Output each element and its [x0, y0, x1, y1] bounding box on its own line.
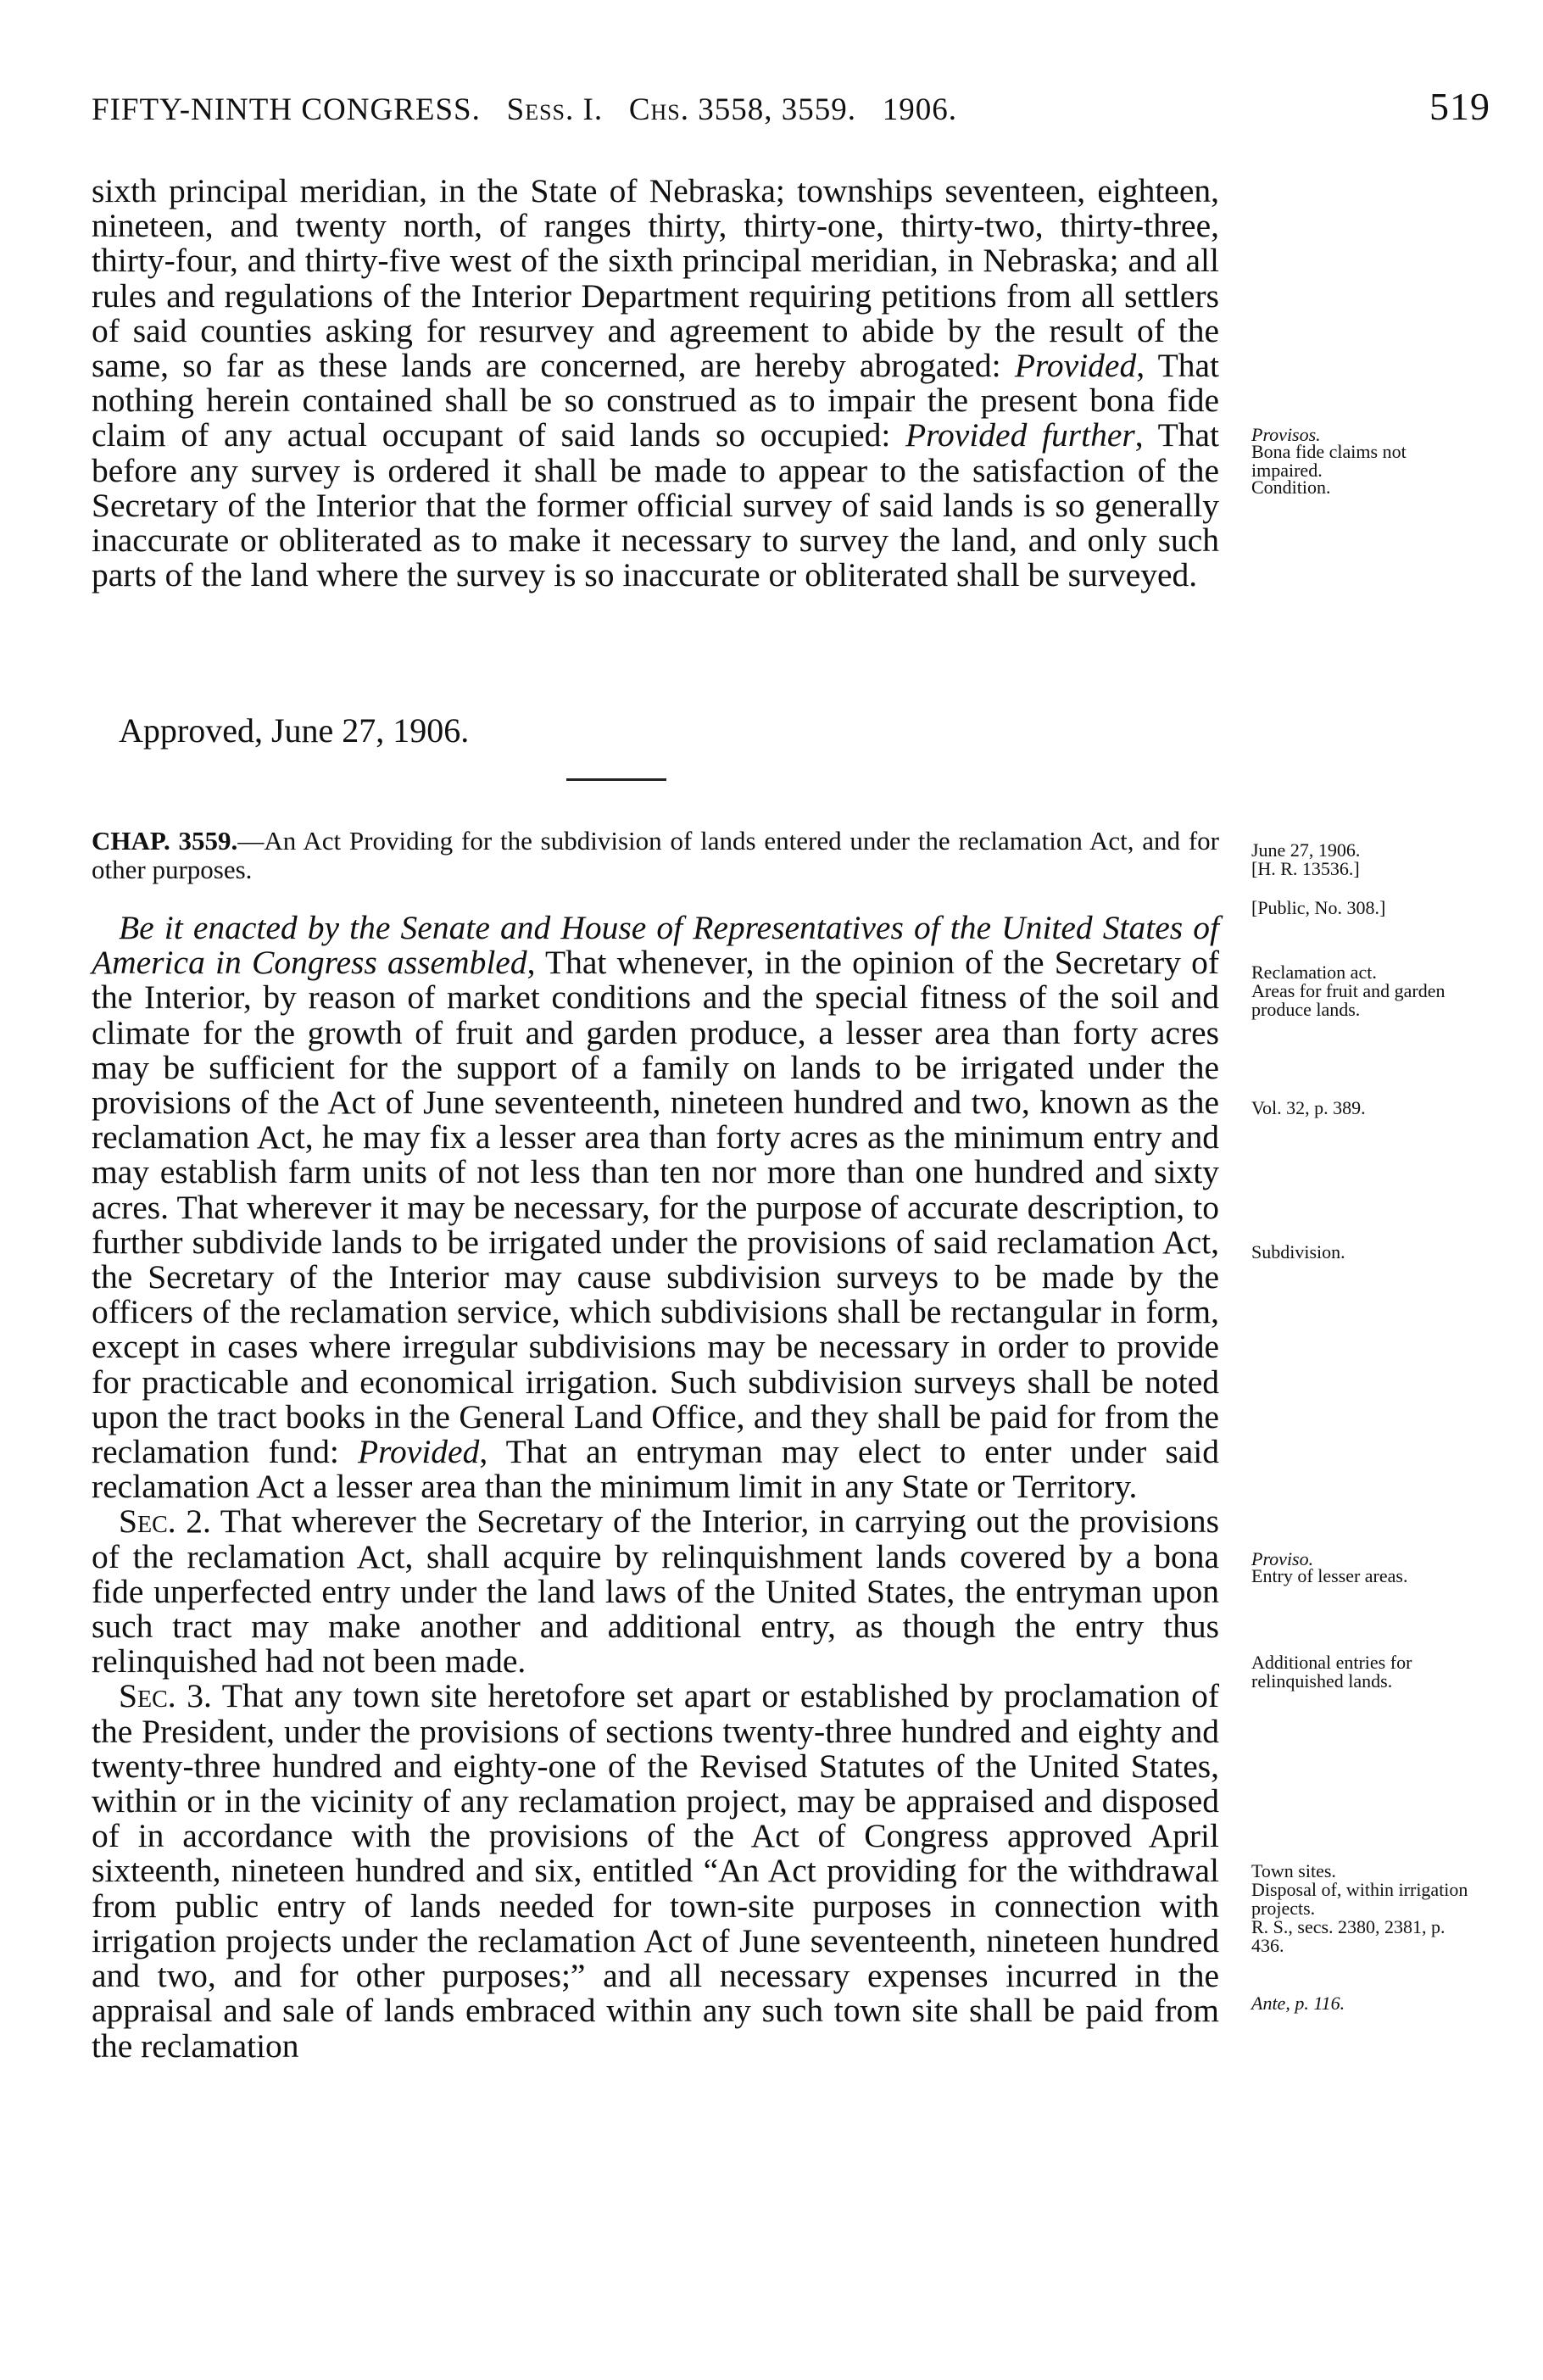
margin-revised-statutes: R. S., secs. 2380, 2381, p. 436. — [1251, 1916, 1446, 1956]
enacting-clause: Be it enacted by the Senate and House of Representatives of the United States of America in Congress assembled — [92, 909, 1219, 982]
text-segment: That any town site heretofore set apart or established by proclamation of the President, under the provisions of sections twenty-three hundred and eighty and twenty-three hundred and eighty-one of the Revised Statutes of the United States, within or in the vicinity of any reclamation project, may be appraised and disposed of in accordance with the provisions of the Act of Congress approved April sixteenth, nineteen hundred and six, entitled “An Act providing for the withdrawal from public entry of lands needed for town-site purposes in connection with irrigation projects under the reclamation Act of June seventeenth, nineteen hundred and two, and for other purposes;” and all necessary expenses incurred in the appraisal and sale of lands embraced within any such town site shall be paid from the reclamation — [92, 1677, 1220, 2065]
margin-ante-ref: Ante, p. 116. — [1251, 1993, 1345, 2014]
text-segment: , That nothing herein contained shall be so construed as to impair the present bona fide claim of any actual occupant of said lands so occupied: — [92, 347, 1220, 454]
provided-italic: Provided — [1014, 347, 1137, 385]
section-2-label: Sec. 2. — [119, 1502, 211, 1541]
margin-areas: Areas for fruit and garden produce lands. — [1251, 980, 1446, 1020]
margin-additional-entries: Additional entries for relinquished lands. — [1251, 1652, 1412, 1692]
header-title — [92, 92, 957, 129]
margin-reclamation-act: Reclamation act. — [1251, 961, 1377, 983]
margin-date: June 27, 1906. — [1251, 839, 1361, 861]
header-session: Sess. I. — [506, 92, 604, 127]
page-number: 519 — [1429, 85, 1490, 128]
section-1-paragraph — [92, 911, 1219, 1504]
margin-bona-fide: Bona fide claims not impaired. — [1251, 441, 1407, 481]
section-3-label: Sec. 3. — [119, 1677, 212, 1715]
margin-provisos: Provisos. — [1251, 424, 1321, 445]
chapter-label: CHAP. 3559. — [92, 826, 238, 856]
text-segment: , That an entryman may elect to enter under said reclamation Act a lesser area than the minimum limit in any State or Territory. — [92, 1433, 1220, 1506]
margin-entry-lesser: Entry of lesser areas. — [1251, 1565, 1408, 1586]
margin-town-sites: Town sites. — [1251, 1860, 1336, 1881]
text-segment: sixth principal meridian, in the State of Nebraska; townships seventeen, eighteen, nineteen, and twenty north, of ranges thirty, thirty-one, thirty-two, thirty-three, thirty-four, and thirty-five west of the sixth principal meridian, in Nebraska; and all rules and regulations of the Interior Department requiring petitions from all settlers of said counties asking for resurvey and agreement to abide by the result of the same, so far as these lands are concerned, are hereby abrogated: — [92, 172, 1219, 385]
chapter-heading — [92, 827, 1219, 884]
margin-volume-ref: Vol. 32, p. 389. — [1251, 1097, 1366, 1118]
section-2-paragraph — [92, 1504, 1219, 1679]
margin-bill-number: [H. R. 13536.] — [1251, 858, 1360, 879]
continued-section-text — [92, 174, 1219, 593]
margin-condition: Condition. — [1251, 477, 1331, 498]
provided-italic: Provided — [358, 1433, 480, 1471]
header-chapters: Chs. 3558, 3559. — [628, 92, 857, 127]
provided-further-italic: Provided further — [905, 416, 1135, 454]
header-year: 1906. — [882, 92, 958, 127]
margin-subdivision: Subdivision. — [1251, 1241, 1345, 1262]
text-segment: , That whenever, in the opinion of the Secretary of the Interior, by reason of market conditions and the special fitness of the soil and climate for the growth of fruit and garden produce, a lesser area than forty acres may be sufficient for the support of a family on lands to be irrigated under the provisions of the Act of June seventeenth, nineteen hundred and two, known as the reclamation Act, he may fix a lesser area than forty acres as the minimum entry and may establish farm units of not less than ten nor more than one hundred and sixty acres. That wherever it may be necessary, for the purpose of accurate description, to further subdivide lands to be irrigated under the provisions of said reclamation Act, the Secretary of the Interior may cause subdivision surveys to be made by the officers of the reclamation service, which subdivisions shall be rectangular in form, except in cases where irregular subdivisions may be necessary in order to provide for practicable and economical irrigation. Such subdivision surveys shall be noted upon the tract books in the General Land Office, and they shall be paid for from the reclamation fund: — [92, 944, 1219, 1471]
section-divider — [566, 778, 666, 781]
margin-public-law: [Public, No. 308.] — [1251, 897, 1386, 918]
section-3-paragraph — [92, 1679, 1219, 2063]
chapter-body — [92, 911, 1219, 2064]
margin-proviso: Proviso. — [1251, 1548, 1314, 1569]
text-segment: That wherever the Secretary of the Interior, in carrying out the provisions of the reclamation Act, shall acquire by relinquishment lands covered by a bona fide unperfected entry under the land laws of the United States, the entryman upon such tract may make another and additional entry, as though the entry thus relinquished had not been made. — [92, 1502, 1220, 1680]
text-segment: , That before any survey is ordered it shall be made to appear to the satisfaction of the Secretary of the Interior that the former official survey of said lands is so generally inaccurate or obliterated as to make it necessary to survey the land, and only such parts of the land where the survey is so inaccurate or obliterated shall be surveyed. — [92, 416, 1220, 594]
header-congress: FIFTY-NINTH CONGRESS. — [92, 92, 481, 127]
margin-disposal: Disposal of, within irrigation projects. — [1251, 1879, 1468, 1919]
chapter-title: —An Act Providing for the subdivision of lands entered under the reclamation Act, and for other purposes. — [92, 826, 1220, 884]
approval-line: Approved, June 27, 1906. — [119, 711, 470, 750]
